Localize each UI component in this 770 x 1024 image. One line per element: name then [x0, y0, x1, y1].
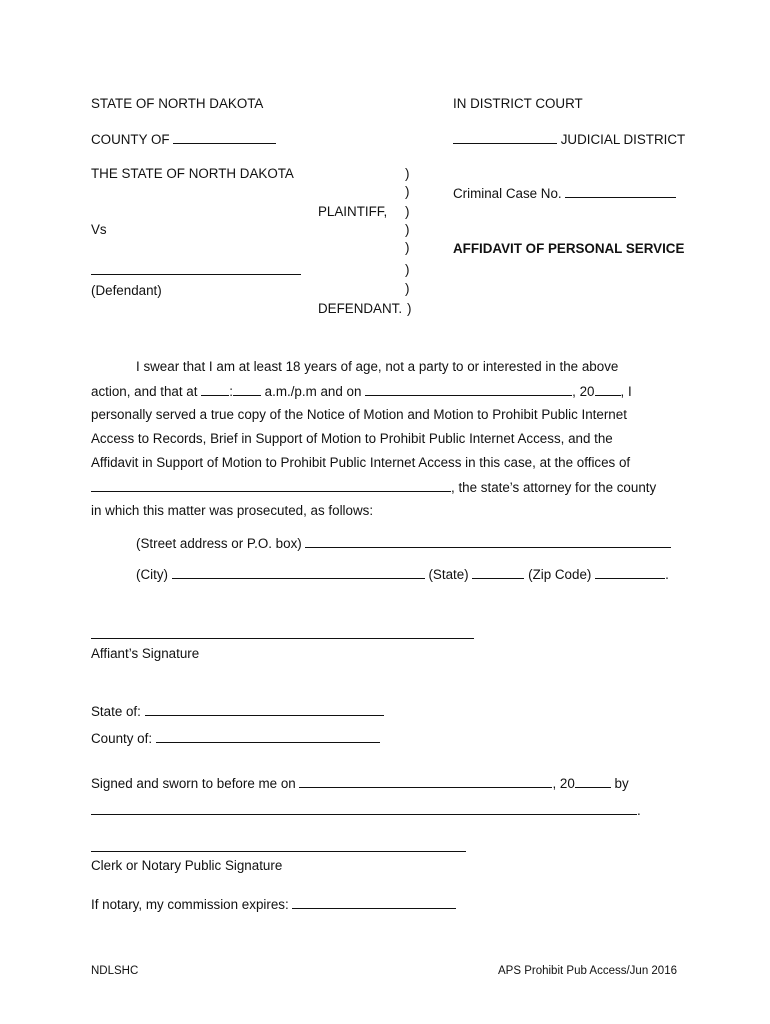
affiant-signature-label: Affiant’s Signature [91, 646, 200, 661]
street-label: (Street address or P.O. box) [136, 536, 302, 551]
state-of-blank[interactable] [145, 703, 384, 716]
state-label: (State) [428, 567, 469, 582]
affiant-signature-line[interactable] [91, 638, 474, 639]
sworn-text: . [637, 803, 641, 818]
case-number-label [453, 185, 676, 202]
sworn-text: , 20 [552, 776, 575, 791]
caption-paren: ) [405, 184, 410, 199]
city-label: (City) [136, 567, 168, 582]
caption-paren: ) [405, 281, 410, 296]
body-text: action, and that at [91, 384, 198, 399]
commission-label: If notary, my commission expires: [91, 897, 289, 912]
body-line-attorney [91, 479, 656, 496]
zip-blank[interactable] [595, 566, 665, 579]
street-address-blank[interactable] [305, 535, 671, 548]
state-blank[interactable] [472, 566, 524, 579]
judicial-district-text: JUDICIAL DISTRICT [560, 132, 686, 147]
service-year-blank[interactable] [595, 383, 621, 396]
clerk-signature-line[interactable] [91, 851, 466, 852]
versus-label: Vs [91, 222, 107, 237]
body-line: Affidavit in Support of Motion to Prohibit Public Internet Access in this case, at the offices of [91, 455, 631, 470]
city-state-zip-row [136, 566, 669, 583]
caption-paren: ) [405, 204, 410, 219]
county-blank[interactable] [173, 131, 276, 144]
footer-left: NDLSHC [91, 965, 139, 977]
case-number-blank[interactable] [565, 185, 676, 198]
body-line: Access to Records, Brief in Support of Motion to Prohibit Public Internet Access, and the [91, 431, 613, 446]
sworn-year-blank[interactable] [575, 775, 611, 788]
body-line: in which this matter was prosecuted, as follows: [91, 503, 374, 518]
state-of-row [91, 703, 384, 720]
sworn-label: Signed and sworn to before me on [91, 776, 296, 791]
plaintiff-role: PLAINTIFF, [318, 204, 388, 219]
body-line-time-date [91, 383, 632, 400]
service-date-blank[interactable] [365, 383, 572, 396]
minute-blank[interactable] [233, 383, 261, 396]
county-of-row [91, 730, 380, 747]
commission-row [91, 896, 456, 913]
defendant-role: DEFENDANT. [318, 301, 403, 316]
county-of-label: County of: [91, 731, 153, 746]
clerk-signature-label: Clerk or Notary Public Signature [91, 858, 283, 873]
body-line: personally served a true copy of the Notice of Motion and Motion to Prohibit Public Internet [91, 407, 627, 422]
plaintiff-name: THE STATE OF NORTH DAKOTA [91, 166, 294, 181]
caption-paren: ) [405, 262, 410, 277]
judicial-district-blank[interactable] [453, 131, 557, 144]
defendant-name-blank[interactable] [91, 274, 301, 275]
caption-paren: ) [405, 166, 410, 181]
body-text: , I [620, 384, 632, 399]
sworn-by-row [91, 802, 641, 819]
county-text: COUNTY OF [91, 132, 170, 147]
attorney-name-blank[interactable] [91, 479, 451, 492]
city-blank[interactable] [172, 566, 425, 579]
defendant-label: (Defendant) [91, 283, 162, 298]
caption-paren: ) [405, 222, 410, 237]
court-heading: IN DISTRICT COURT [453, 96, 583, 111]
judicial-district-label [453, 131, 685, 148]
county-label [91, 131, 276, 148]
sworn-by-blank[interactable] [91, 802, 637, 815]
commission-blank[interactable] [292, 896, 456, 909]
body-text: . [665, 567, 669, 582]
county-of-blank[interactable] [156, 730, 380, 743]
body-line: I swear that I am at least 18 years of age, not a party to or interested in the above [136, 359, 619, 374]
case-number-text: Criminal Case No. [453, 186, 562, 201]
hour-blank[interactable] [201, 383, 229, 396]
sworn-text: by [614, 776, 629, 791]
state-heading: STATE OF NORTH DAKOTA [91, 96, 264, 111]
caption-paren: ) [407, 301, 412, 316]
body-text: , the state’s attorney for the county [451, 480, 657, 495]
document-title: AFFIDAVIT OF PERSONAL SERVICE [453, 241, 685, 256]
street-address-row [136, 535, 671, 552]
sworn-row [91, 775, 629, 792]
sworn-date-blank[interactable] [299, 775, 552, 788]
body-text: : [229, 384, 233, 399]
caption-paren: ) [405, 240, 410, 255]
state-of-label: State of: [91, 704, 141, 719]
body-text: , 20 [572, 384, 595, 399]
body-text: a.m./p.m and on [264, 384, 362, 399]
zip-label: (Zip Code) [528, 567, 592, 582]
footer-right: APS Prohibit Pub Access/Jun 2016 [498, 965, 677, 977]
